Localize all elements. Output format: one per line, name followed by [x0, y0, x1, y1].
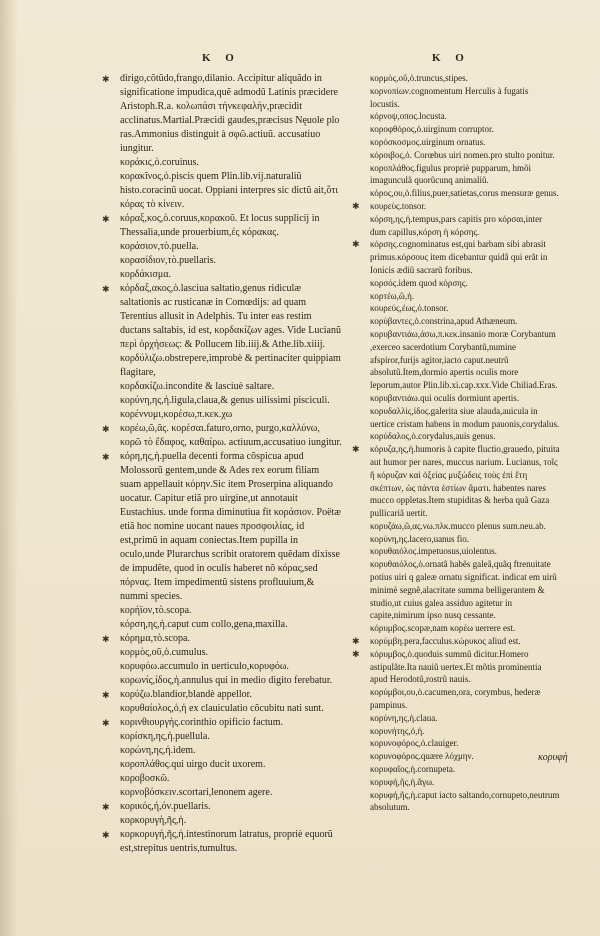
- dictionary-entry: ✱ κόρδαξ,ακος,ὁ.lasciua saltatio,genus ridiculæ saltationis ac rusticanæ in Comœdijs: ad quam Terentius allusit in Adelphis. Tu inter eas restim ductans saltabis, id est, κορδακίζων ages. Vide Lucianũ περὶ ὀρχήσεως: & Pollucem lib.iiij.& Athe.lib.xiiij.: [110, 282, 342, 352]
- dictionary-entry: κοράσιον,τὸ.puella.: [120, 241, 199, 252]
- dictionary-entry: κορύνη,ης,ἡ.claua.: [370, 712, 438, 723]
- dictionary-entry: κορυνήτης,ὁ,ἡ.: [370, 725, 425, 736]
- dictionary-entry: κορνοβόσκειν.scortari,lenonem agere.: [120, 787, 273, 798]
- dictionary-entry: κορύδαλος,ὁ.corydalus,auis genus.: [370, 431, 496, 442]
- dictionary-entry: κόρυμβος.scopæ,nam κορέω uerrere est.: [370, 623, 516, 634]
- dictionary-entry: κόρση,ης,ἡ.tempus,pars capitis pro κόρσαι,inter dum capillus,κόρση ἡ κόρσης.: [370, 213, 543, 237]
- dictionary-entry: κοροβοσκῶ.: [120, 773, 170, 784]
- dictionary-entry: ✱ κόρη,ης,ἡ.puella decenti forma cõspicua apud Molossorũ gentem,unde & Ades rex eorum filiam suam appellauit κόρην.Sic item Proserpina aliquando uocatur. Capitur etiã pro uirgine,ut annotauit Eustachius. unde forma diminutiua fit κοράσιον. Poëtæ etiã hoc nomine uocant naues προσφοιλίας, id est,primũ in aquam coniectas.Item pupilla in oculo,unde Plurarchus scribit oratorem quẽdam dixisse de impudẽte, quod in oculis haberet nõ κόρας,sed πόρνας. Item impedimentũ sistens profluuium,& nummi species.: [110, 450, 342, 604]
- dictionary-entry: κορτέω,ῶ,ἡ.: [370, 290, 415, 301]
- dictionary-entry: ✱ κόρυμβος,ὁ.quoduis summũ dicitur.Homero astipulãte.Ita nauiũ uertex.Et mõtis prominentia apud Herodotũ,rostrũ nauis.: [360, 648, 560, 686]
- header-right: K O: [432, 52, 470, 64]
- dictionary-entry: κοροφθόρος,ὁ.uirginum corruptor.: [370, 124, 494, 135]
- dictionary-entry: κορέννυμι,κορέσω,π.κεκ.χω: [120, 409, 233, 420]
- left-column: [110, 72, 342, 856]
- page-header: [0, 52, 600, 72]
- dictionary-entry: κορύνη,ης.lacero,uanus fio.: [370, 533, 470, 544]
- dictionary-entry: κορυφαῖος,ἡ.cornupeta.: [370, 764, 456, 775]
- dictionary-entry: ✱ κορινθιουργής.corinthio opificio factum.: [110, 716, 342, 730]
- dictionary-entry: ✱ κουρεὺς.tonsor.: [360, 200, 560, 213]
- dictionary-entry: κορύνη,ης,ἡ.ligula,claua,& genus uilissimi pisciculi.: [120, 395, 330, 406]
- dictionary-entry: κορνοπίων.cognomentum Herculis à fugatis locustis.: [370, 85, 529, 109]
- dictionary-entry: κόρος,ου,ὁ.filius,puer,satietas,corus mensuræ genus.: [370, 188, 559, 199]
- dictionary-entry: κορωνίς,ίδος,ἡ.annulus qui in medio digito ferebatur.: [120, 675, 333, 686]
- right-column: [360, 72, 560, 814]
- dictionary-entry: κορασίδιον,τὸ.puellaris.: [120, 255, 217, 266]
- dictionary-entry: κορυδαλλὶς,ίδος.galerita siue alauda,auicula in uertice cristam habens in modum pauonis,corydalus.: [370, 405, 560, 429]
- dictionary-entry: ✱ dirigo,cõtũdo,frango,dilanio. Accipitur aliquãdo in significatione impudica,quẽ admodũ Latinis præcidere Aristoph.R.a. κολωπάσι τήνκεφαλήν,præcidit acclinatus.Martial.Præcidi gaudes,præcisus Nęuole plo ras.Ammonius distinguit à σφῶ.actiuũ. accusatiuo iungitur.: [110, 72, 342, 156]
- dictionary-entry: ✱ κόρσης.cognominatus est,qui barbam sibi abrasit primus.κόρσους item dicebantur quidã qui erãt in Ionicis ædiũ sacrarũ foribus.: [360, 238, 560, 276]
- dictionary-entry: κορυβαντιάω,άσω,π.κεκ.insanio moræ Corybantum ,exerceo sacerdotium Corybantũ,numine afspiror,furijs agitor,iacto caput.neutrũ absolutũ.Item,dormio apertis oculis more leporum,autor Plin.lib.xi.cap.xxx.Vide Chiliad.Eras.: [370, 328, 558, 391]
- dictionary-entry: κορκορυγὴ,ῆς,ἡ.: [120, 815, 187, 826]
- dictionary-entry: κορύμβοι,ου,ὁ.cacumen,ora, corymbus, hederæ pampinus.: [370, 687, 541, 711]
- dictionary-entry: κορσός.idem quod κόρσης.: [370, 277, 468, 288]
- dictionary-entry: κοράκιϛ,ὁ.coruinus.: [120, 157, 199, 168]
- dictionary-entry: κορμὸς,οῦ,ὁ.cumulus.: [120, 647, 208, 658]
- dictionary-entry: ✱ κορύμβη.pera,facculus.κώρυκος aliud est.: [360, 635, 560, 648]
- dictionary-entry: κορίσκη,ης,ἡ.puellula.: [120, 731, 210, 742]
- dictionary-entry: κορυθαιόλος.impetuosus,uiolentus.: [370, 546, 497, 557]
- dictionary-entry: κορυζάω,ῶ,ας.νω.πλκ.mucco plenus sum.neu.ab.: [370, 520, 546, 531]
- dictionary-entry: κορμὸς,οῦ,ὁ.truncus,stipes.: [370, 73, 468, 83]
- dictionary-entry: κοροπλάθος.figulus propriè pupparum, hmõi imagunculã quorũcunq animaliũ.: [370, 162, 532, 186]
- dictionary-entry: ✱ κορέω,ῶ,ᾶς. κορέσαι.faturo,orno, purgo,καλλύνω, κορῶ τὸ ἔδαφος, καθαίρω. actiuum,accusatiuo iungitur.: [110, 422, 342, 450]
- dictionary-entry: ✱ κορκορυγή,ῆς,ἡ.intestinorum latratus, propriè equorũ est,strepitus uentris,tumultus.: [110, 828, 342, 856]
- dictionary-entry: κορυφόω.accumulo in uerticulo,κορυφόω.: [120, 661, 289, 672]
- dictionary-entry: κουρεύς,ἐως,ὁ.tonsor.: [370, 303, 449, 314]
- dictionary-entry: κορακῖνος,ὁ.piscis quem Plin.lib.vij.naturaliũ histo.coracinũ uocat. Oppiani interpres sic dictũ ait,ὅτι κόρας τὸ κίνειν.: [120, 171, 339, 210]
- dictionary-entry: κορυνοφόρος.quære λόχμην.: [370, 751, 474, 762]
- header-left: K O: [202, 52, 240, 64]
- dictionary-entry: ✱ κόρημα,τὸ.scopa.: [110, 632, 342, 646]
- dictionary-entry: κορυθαίολος,ὁ,ἡ ex clauiculatio cõcubitu nati sunt.: [120, 703, 324, 714]
- dictionary-entry: κόρση,ης,ἡ.caput cum collo,gena,maxilla.: [120, 619, 288, 630]
- dictionary-entry: κόρνοψ,οπος.locusta.: [370, 111, 447, 122]
- dictionary-entry: ✱ κορύζω.blandior,blandè appellor.: [110, 688, 342, 702]
- dictionary-entry: κορυβαντιάω.qui oculis dormiunt apertis.: [370, 392, 520, 403]
- dictionary-entry: κορυνοφόρος,ὁ.clauiger.: [370, 738, 459, 749]
- dictionary-entry: κορήϊον,τὸ.scopa.: [120, 605, 192, 616]
- dictionary-entry: κορόσκοσμος.uirginum ornatus.: [370, 136, 486, 147]
- dictionary-entry: κόροιβος,ὁ. Corœbus uiri nomen.pro stulto ponitur.: [370, 149, 555, 160]
- dictionary-entry: κορδακίζω.incondite & lasciuè saltare.: [120, 381, 275, 392]
- dictionary-entry: κοροπλάθος.qui uirgo ducit uxorem.: [120, 759, 266, 770]
- dictionary-entry: κορδάκισμα.: [120, 269, 171, 280]
- dictionary-entry: κορώνη,ης,ἡ.idem.: [120, 745, 196, 756]
- dictionary-entry: κορδύλιζω.obstrepere,improbè & pertinaciter quippiam flagitare,: [120, 353, 341, 378]
- dictionary-entry: κορυφή,ῆς,ἡ.ἄγω.: [370, 776, 435, 787]
- page-shadow: [0, 0, 18, 936]
- dictionary-entry: ✱ κορικός,ή,όν.puellaris.: [110, 800, 342, 814]
- dictionary-entry: κορυθαιόλος,ὁ.ornatã habẽs galeã,quãq ftrenuitate potius uiri q galeæ ornatu significat. indicat em uirũ minimè segnẽ,alacritate summa belligerantem & studio,ut cuius galea assiduo agitetur in capite,nimirum ipso nusq cessante.: [370, 559, 557, 621]
- dictionary-entry: κορύβαντες,ὁ.constrina,apud Athæneum.: [370, 316, 518, 327]
- catchword: κορυφὴ: [538, 752, 568, 763]
- dictionary-entry: ✱ κόρυζα,ης,ἡ.humoris à capite fluctio,grauedo, pituita aut humor per nares, muccus narium. Lucianus, τοῖς ἤ κόρυζαν καὶ ὀξείας μυξώδεις τοὺς ἐπὶ ἔτη σκέπτων, ὡς πάντα ἐστίων ἄματι. habentes nares mucco oppletas.Item stupiditas & herba quã Gaza pullicariã uertit.: [360, 443, 560, 520]
- dictionary-entry: ✱ κόραξ,κος,ὁ.coruus,κορακοῦ. Et locus supplicij in Thessalia,unde prouerbium,ἐς κόρακας.: [110, 212, 342, 240]
- dictionary-entry: κορυφή,ῆς,ἡ.caput iacto saltando,cornupeto,neutrum absolutum.: [370, 789, 560, 813]
